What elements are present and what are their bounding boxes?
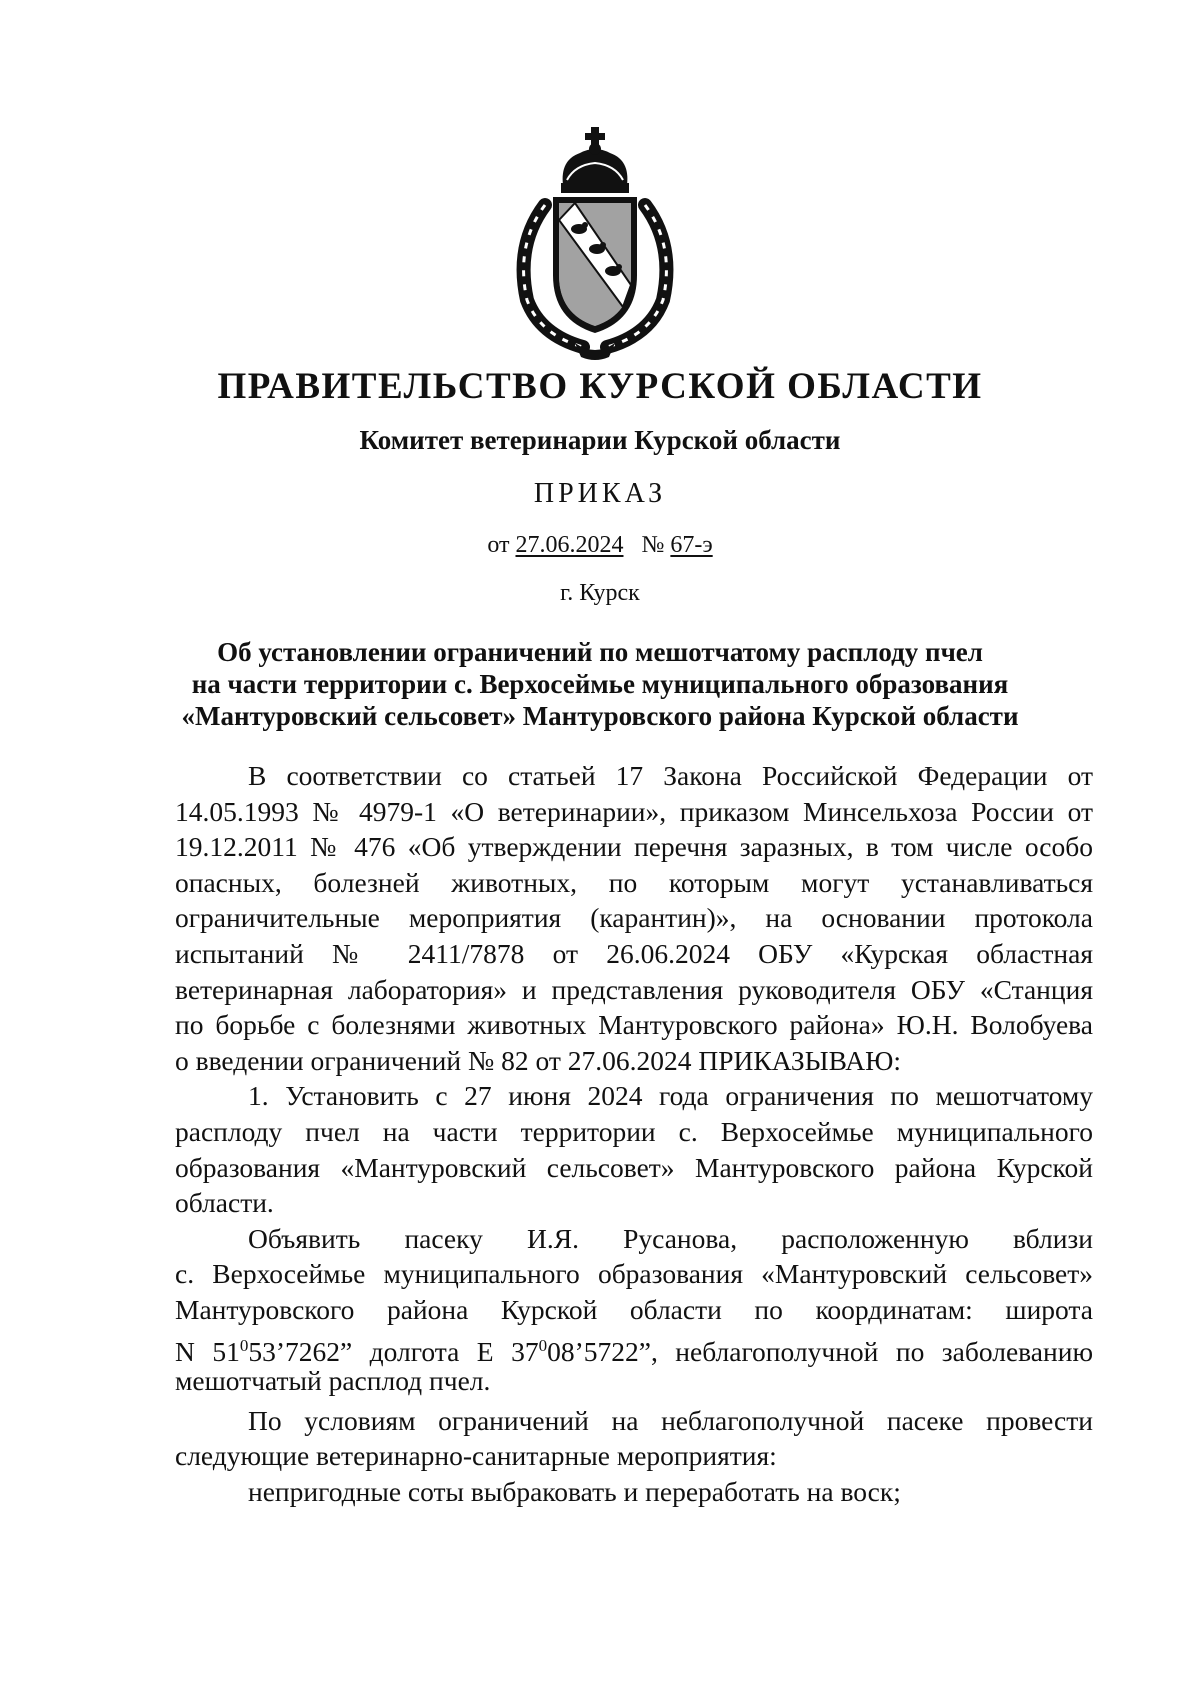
body-line: В соответствии со статьей 17 Закона Российской Федерации от	[248, 760, 1093, 791]
document-number: 67-э	[670, 532, 713, 558]
body-line: образования «Мантуровский сельсовет» Мантуровского района Курской	[175, 1151, 1093, 1183]
body-line: расплоду пчел на части территории с. Верхосеймье муниципального	[175, 1115, 1093, 1147]
body-line: Мантуровского района Курской области по координатам: широта	[175, 1293, 1093, 1325]
government-name: ПРАВИТЕЛЬСТВО КУРСКОЙ ОБЛАСТИ	[217, 366, 983, 407]
title-line: на части территории с. Верхосеймье муниципального образования	[191, 669, 1009, 699]
body-line: ветеринарная лаборатория» и представления руководителя ОБУ «Станция	[175, 973, 1093, 1005]
city: г. Курск	[560, 580, 640, 606]
committee-name: Комитет ветеринарии Курской области	[359, 425, 841, 455]
body-line: непригодные соты выбраковать и переработать на воск;	[248, 1475, 901, 1507]
document-date: 27.06.2024	[515, 532, 624, 558]
coat-of-arms-emblem	[505, 125, 685, 360]
document-type: ПРИКАЗ	[533, 478, 667, 509]
title-line: «Мантуровский сельсовет» Мантуровского района Курской области	[181, 701, 1019, 731]
body-line: По условиям ограничений на неблагополучной пасеке провести	[248, 1404, 1093, 1436]
body-line: о введении ограничений № 82 от 27.06.2024 ПРИКАЗЫВАЮ:	[175, 1044, 902, 1076]
body-line: 19.12.2011 № 476 «Об утверждении перечня заразных, в том числе особо	[175, 831, 1093, 863]
body-line: с. Верхосеймье муниципального образования «Мантуровский сельсовет»	[175, 1258, 1093, 1290]
body-line: следующие ветеринарно-санитарные мероприятия:	[175, 1440, 777, 1472]
date-number-line	[0, 532, 1200, 559]
body-line: Объявить пасеку И.Я. Русанова, расположенную вблизи	[248, 1222, 1093, 1254]
document-title	[0, 636, 1200, 732]
coordinates-line: N $51^053’7262$” долгота E $37^008’5722$”, неблагополучной по заболеванию	[175, 1335, 1093, 1367]
body-line: опасных, болезней животных, по которым могут устанавливаться	[175, 866, 1093, 898]
body-line: по борьбе с болезнями животных Мантуровского района» Ю.Н. Волобуева	[175, 1009, 1093, 1041]
body-line: испытаний № 2411/7878 от 26.06.2024 ОБУ «Курская областная	[175, 937, 1093, 969]
title-line: Об установлении ограничений по мешотчатому расплоду пчел	[217, 637, 983, 667]
number-prefix: №	[641, 532, 671, 558]
body-line: области.	[175, 1187, 274, 1219]
document-body	[175, 758, 1093, 1509]
body-line: 1. Установить с 27 июня 2024 года ограничения по мешотчатому	[248, 1080, 1093, 1112]
body-line: мешотчатый расплод пчел.	[175, 1365, 491, 1397]
body-line: ограничительные мероприятия (карантин)», на основании протокола	[175, 902, 1093, 934]
date-prefix: от	[487, 532, 516, 558]
body-line: 14.05.1993 № 4979-1 «О ветеринарии», приказом Минсельхоза России от	[175, 795, 1093, 827]
